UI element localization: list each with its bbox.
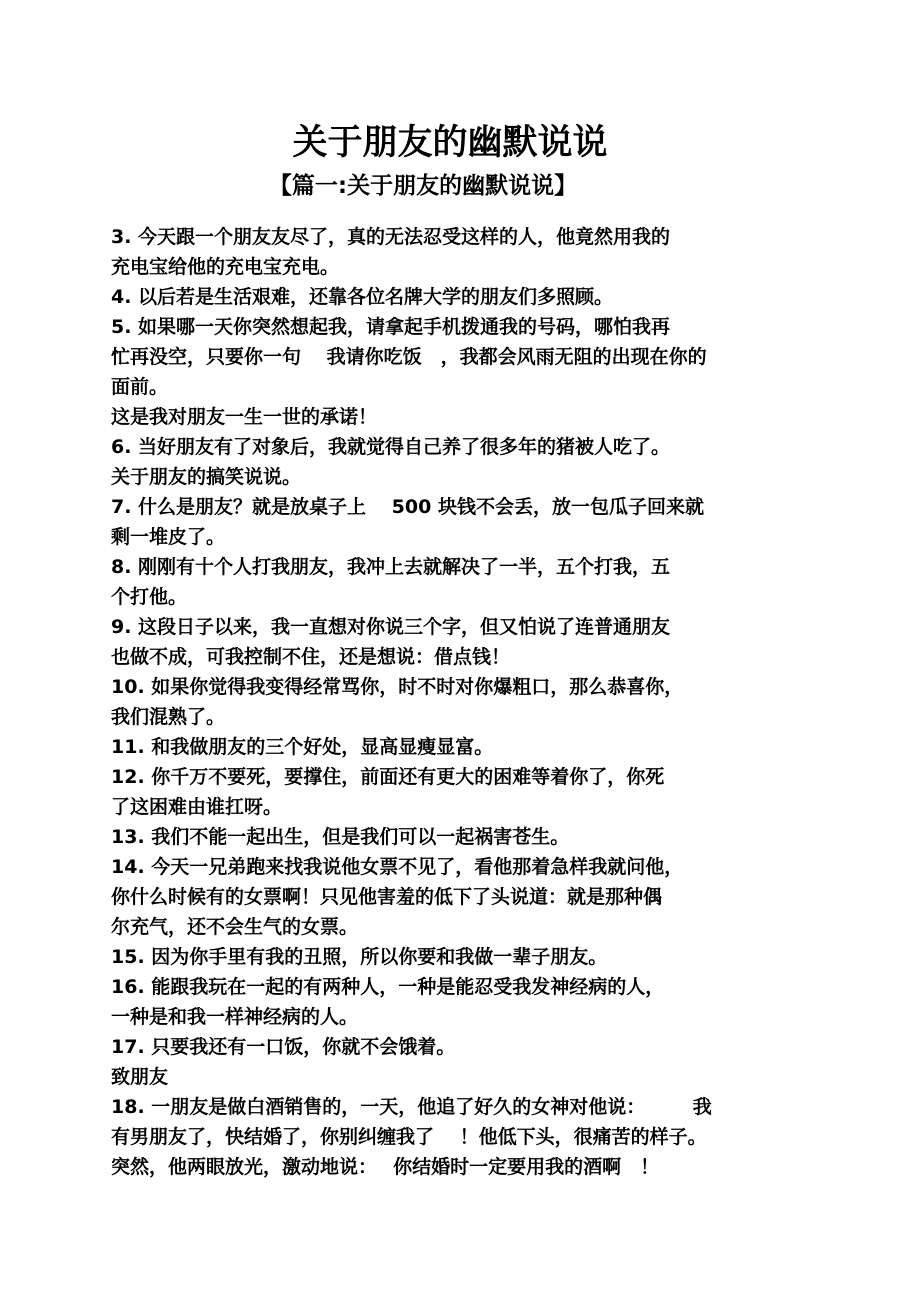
text-line: 忙再没空，只要你一句 我请你吃饭 ，我都会风雨无阻的出现在你的 [111,346,707,368]
text-line: 3. 今天跟一个朋友友尽了，真的无法忍受这样的人，他竟然用我的 [111,226,671,248]
text-line: 18. 一朋友是做白酒销售的，一天，他追了好久的女神对他说： 我 [111,1096,712,1118]
text-line: 尔充气，还不会生气的女票。 [111,916,359,938]
section-heading: 【篇一:关于朋友的幽默说说】 [268,173,578,199]
text-line: 面前。 [111,376,169,398]
document-title: 关于朋友的幽默说说 [292,123,608,163]
text-line: 6. 当好朋友有了对象后，我就觉得自己养了很多年的猪被人吃了。 [111,436,671,458]
text-line: 你什么时候有的女票啊！只见他害羞的低下了头说道：就是那种偶 [111,886,663,908]
text-line: 致朋友 [111,1066,169,1088]
text-line: 12. 你千万不要死，要撑住，前面还有更大的困难等着你了，你死 [111,766,665,788]
text-line: 8. 刚刚有十个人打我朋友，我冲上去就解决了一半，五个打我，五 [111,556,671,578]
text-line: 13. 我们不能一起出生，但是我们可以一起祸害苍生。 [111,826,570,848]
text-line: 14. 今天一兄弟跑来找我说他女票不见了，看他那着急样我就问他， [111,856,684,878]
text-line: 关于朋友的搞笑说说。 [111,466,302,488]
text-line: 9. 这段日子以来，我一直想对你说三个字，但又怕说了连普通朋友 [111,616,671,638]
text-line: 17. 只要我还有一口饭，你就不会饿着。 [111,1036,456,1058]
text-line: 10. 如果你觉得我变得经常骂你，时不时对你爆粗口，那么恭喜你， [111,676,684,698]
text-line: 了这困难由谁扛呀。 [111,796,283,818]
text-line: 个打他。 [111,586,188,608]
text-line: 一种是和我一样神经病的人。 [111,1006,359,1028]
text-line: 11. 和我做朋友的三个好处，显高显瘦显富。 [111,736,494,758]
text-line: 剩一堆皮了。 [111,526,226,548]
text-line: 有男朋友了，快结婚了，你别纠缠我了 ！他低下头，很痛苦的样子。 [111,1126,707,1148]
text-line: 突然，他两眼放光，激动地说： 你结婚时一定要用我的酒啊 ！ [111,1156,660,1178]
document-body [111,222,771,1182]
text-line: 7. 什么是朋友？就是放桌子上 500 块钱不会丢，放一包瓜子回来就 [111,496,704,518]
text-line: 16. 能跟我玩在一起的有两种人，一种是能忍受我发神经病的人， [111,976,665,998]
text-line: 我们混熟了。 [111,706,226,728]
text-line: 这是我对朋友一生一世的承诺！ [111,406,378,428]
text-line: 4. 以后若是生活艰难，还靠各位名牌大学的朋友们多照顾。 [111,286,614,308]
text-line: 5. 如果哪一天你突然想起我，请拿起手机拨通我的号码，哪怕我再 [111,316,671,338]
text-line: 充电宝给他的充电宝充电。 [111,256,340,278]
text-line: 也做不成，可我控制不住，还是想说：借点钱！ [111,646,511,668]
text-line: 15. 因为你手里有我的丑照，所以你要和我做一辈子朋友。 [111,946,608,968]
